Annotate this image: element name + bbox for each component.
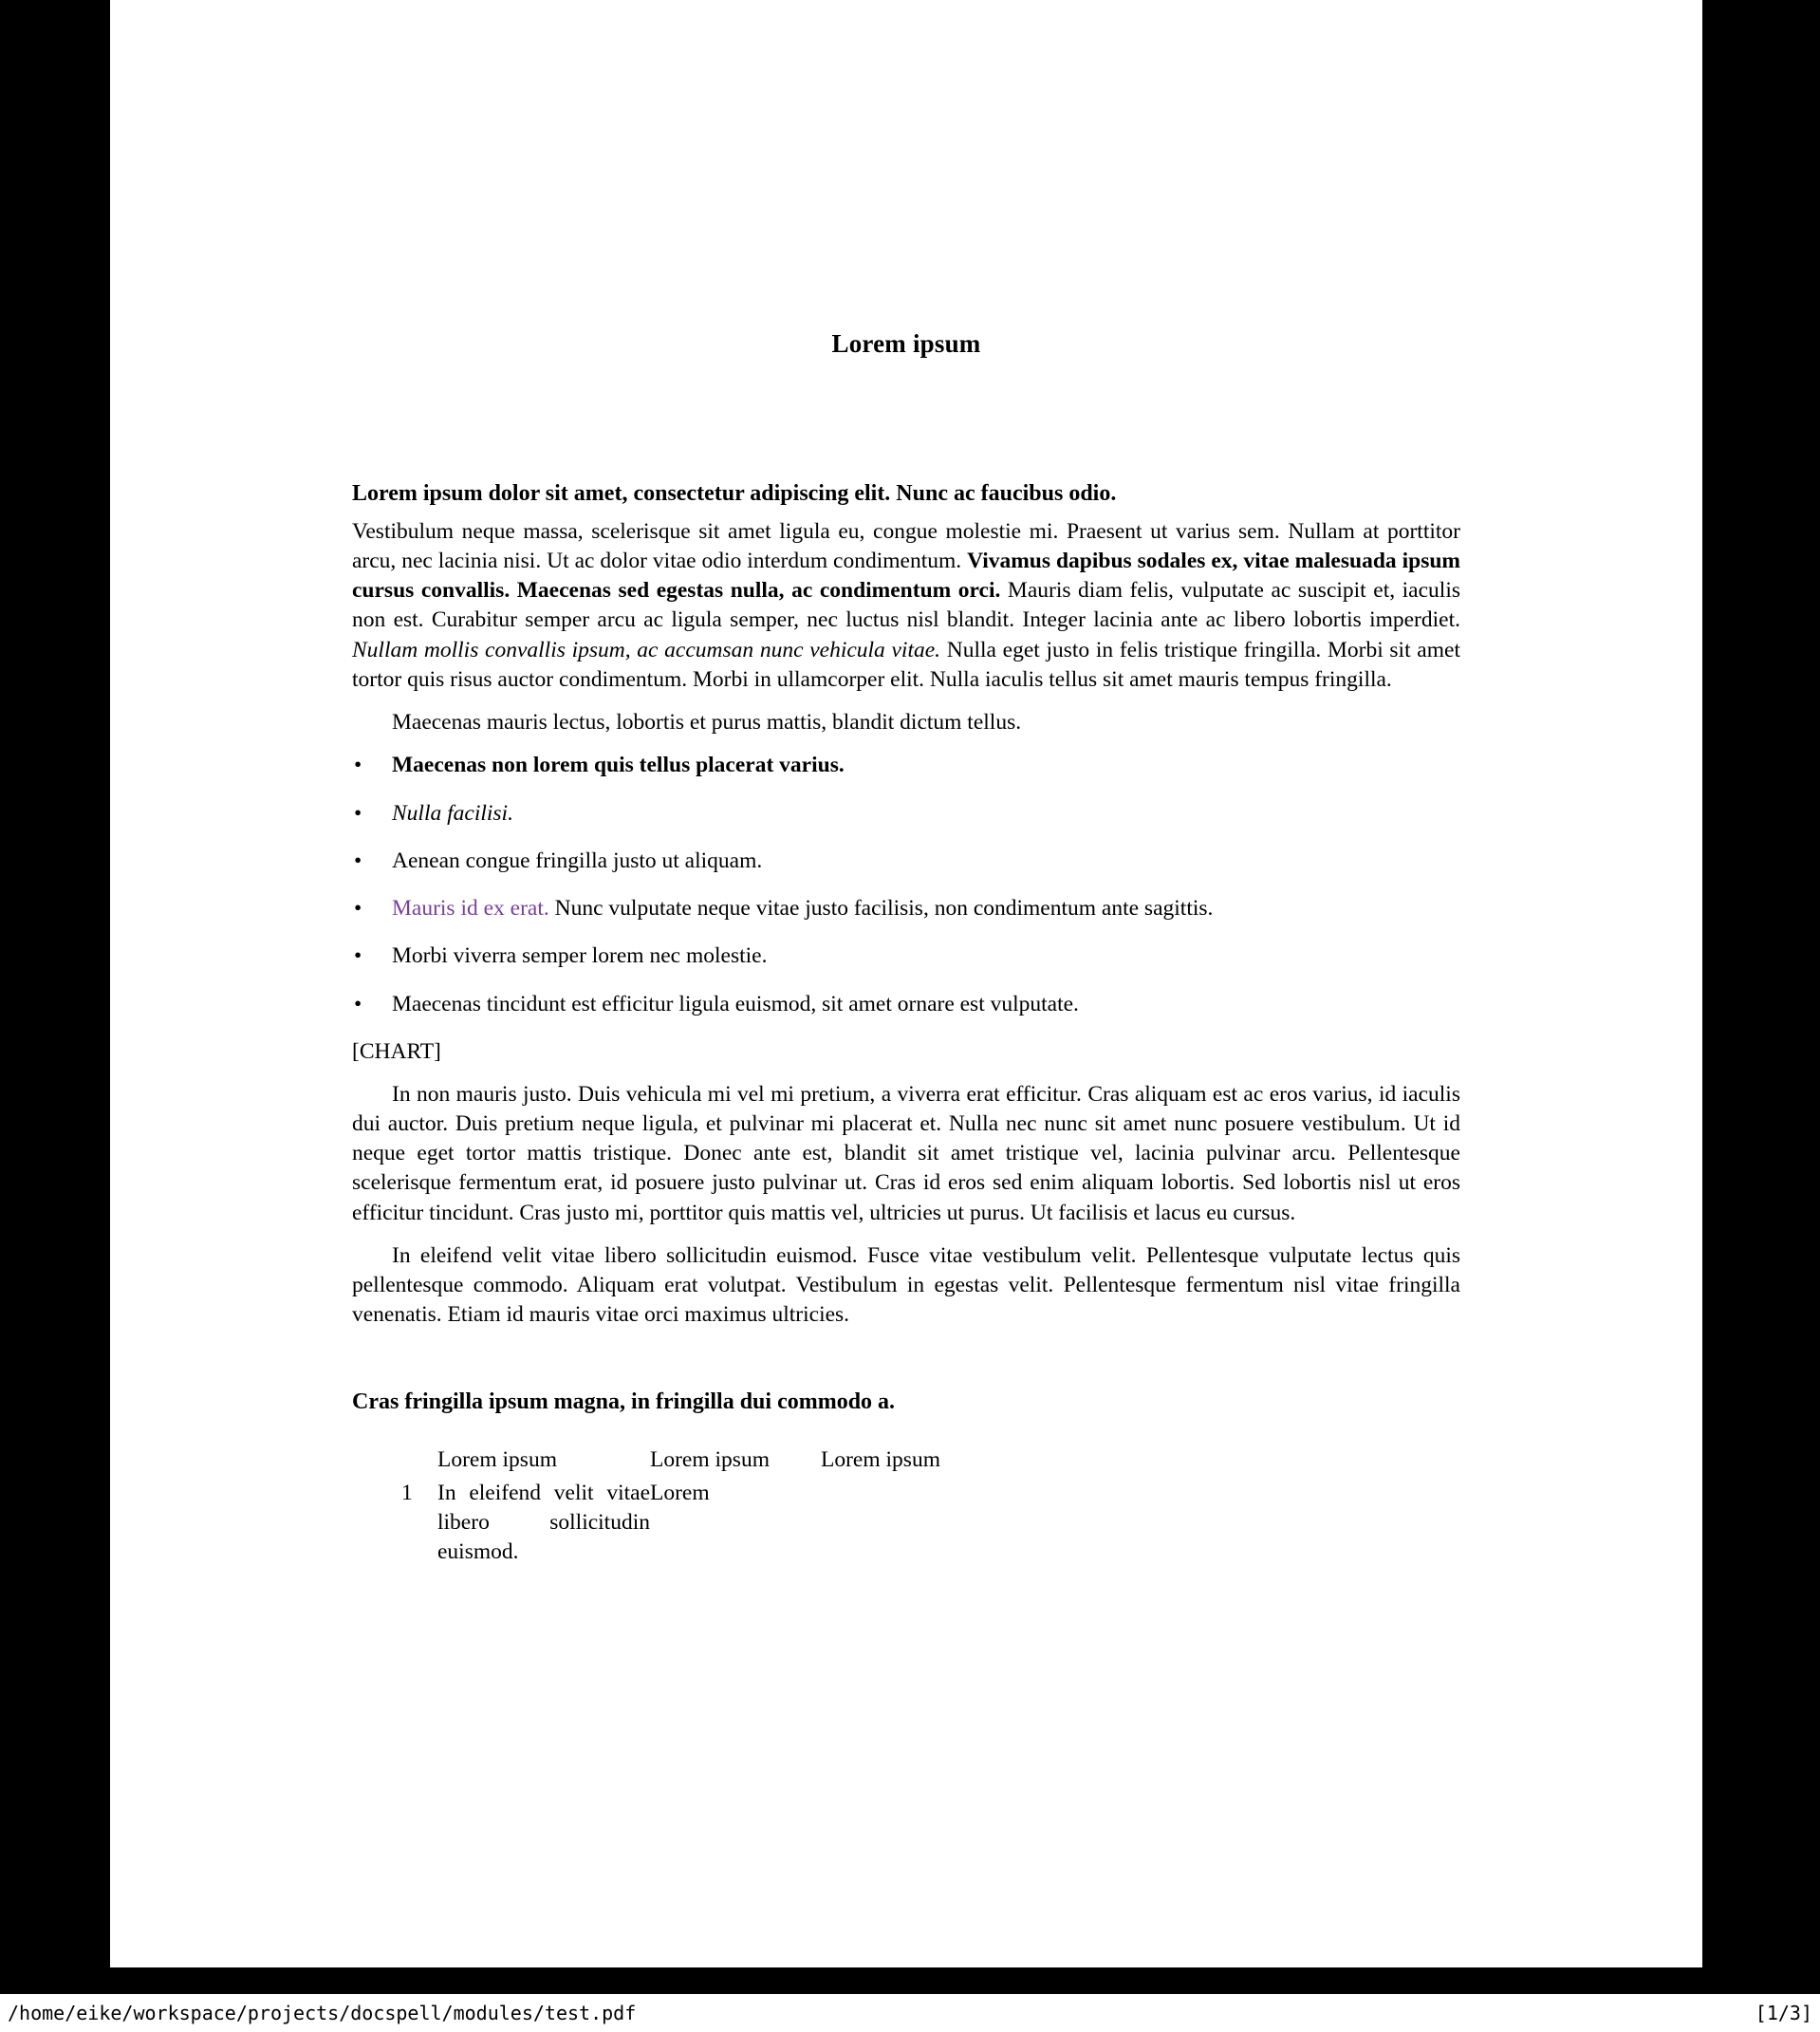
list-item-label: Nulla facilisi. (392, 800, 513, 826)
list-item (352, 751, 1460, 780)
pdf-page (110, 0, 1702, 1967)
bullet-icon: • (354, 800, 362, 826)
paragraph-1-bold: Vivamus dapibus sodales ex, vitae malesuada ipsum cursus convallis. Maecenas sed egestas nulla, ac condimentum orci. (352, 548, 1460, 604)
status-bar (0, 1994, 1820, 2032)
bullet-list (352, 751, 1460, 1019)
table-header-row (401, 1445, 1011, 1479)
status-file-path: /home/eike/workspace/projects/docspell/modules/test.pdf (8, 2002, 637, 2024)
list-item (352, 799, 1460, 829)
table-row (401, 1479, 1011, 1568)
list-item (352, 894, 1460, 923)
table-header-index (401, 1445, 437, 1479)
table-header-cell: Lorem ipsum (821, 1446, 940, 1472)
paragraph-2: Maecenas mauris lectus, lobortis et purus mattis, blandit dictum tellus. (392, 710, 1022, 736)
paragraph-1-part-2: Mauris diam felis, vulputate ac suscipit et, iaculis non est. Curabitur semper arcu ac ligula semper, nec luctus nisl blandit. Integer lacinia ante ac libero lobortis imperdiet. (352, 578, 1460, 633)
paragraph-1-italic: Nullam mollis convallis ipsum, ac accumsan nunc vehicula vitae. (352, 637, 941, 662)
chart-placeholder: [CHART] (352, 1038, 441, 1064)
list-item (352, 990, 1460, 1019)
list-item-link[interactable]: Mauris id ex erat. (392, 896, 549, 922)
table-cell: In eleifend velit vitae libero sollicitudin euismod. (437, 1480, 650, 1565)
data-table (401, 1445, 1011, 1568)
table-row-index: 1 (401, 1480, 413, 1505)
status-page-indicator: [1/3] (1755, 2002, 1812, 2024)
section-heading-1: Lorem ipsum dolor sit amet, consectetur adipiscing elit. Nunc ac faucibus odio. (352, 481, 1117, 506)
list-item-label: Nunc vulputate neque vitae justo facilisis, non condimentum ante sagittis. (548, 896, 1214, 922)
bullet-icon: • (354, 896, 362, 922)
table-header-cell: Lorem ipsum (650, 1446, 770, 1472)
document-title: Lorem ipsum (831, 329, 981, 358)
table-cell (821, 1479, 1011, 1568)
section-heading-2: Cras fringilla ipsum magna, in fringilla dui commodo a. (352, 1389, 896, 1414)
list-item (352, 847, 1460, 876)
list-item-label: Aenean congue fringilla justo ut aliquam. (392, 848, 763, 873)
document-body (352, 0, 1460, 1568)
bullet-icon: • (354, 753, 362, 778)
paragraph-4: In eleifend velit vitae libero sollicitudin euismod. Fusce vitae vestibulum velit. Pellentesque vulputate lectus quis pellentesque commodo. Aliquam erat volutpat. Vestibulum in egestas velit. Pellentesque fermentum nisl vitae fringilla venenatis. Etiam id mauris vitae orci maximus ultricies. (352, 1242, 1460, 1328)
list-item-label: Maecenas tincidunt est efficitur ligula euismod, sit amet ornare est vulputate. (392, 991, 1079, 1016)
table-cell: Lorem (650, 1480, 710, 1505)
bullet-icon: • (354, 848, 362, 873)
paragraph-1 (352, 517, 1460, 696)
paragraph-1-part-1: Vestibulum neque massa, scelerisque sit amet ligula eu, congue molestie mi. Praesent ut varius sem. Nullam at porttitor arcu, nec lacinia nisi. Ut ac dolor vitae odio interdum condimentum. (352, 518, 1460, 573)
list-item-label: Morbi viverra semper lorem nec molestie. (392, 943, 768, 969)
list-item-label: Maecenas non lorem quis tellus placerat varius. (392, 753, 845, 778)
bullet-icon: • (354, 991, 362, 1016)
paragraph-3: In non mauris justo. Duis vehicula mi vel mi pretium, a viverra erat efficitur. Cras aliquam est ac eros varius, id iaculis dui auctor. Duis pretium neque ligula, et pulvinar mi placerat et. Nulla nec nunc sit amet nunc posuere vestibulum. Ut id neque eget tortor mattis tristique. Donec ante est, blandit sit amet tristique vel, lacinia pulvinar arcu. Pellentesque scelerisque fermentum erat, id posuere justo pulvinar ut. Cras id eros sed enim aliquam lobortis. Sed lobortis nisl ut eros efficitur tincidunt. Cras justo mi, porttitor quis mattis vel, ultricies ut purus. Ut facilisis et lacus eu cursus. (352, 1081, 1460, 1225)
list-item (352, 941, 1460, 971)
table-header-cell: Lorem ipsum (437, 1446, 557, 1472)
paragraph-1-part-3: Nulla eget justo in felis tristique fringilla. Morbi sit amet tortor quis risus auctor condimentum. Morbi in ullamcorper elit. Nulla iaculis tellus sit amet mauris tempus fringilla. (352, 637, 1460, 692)
bullet-icon: • (354, 943, 362, 969)
